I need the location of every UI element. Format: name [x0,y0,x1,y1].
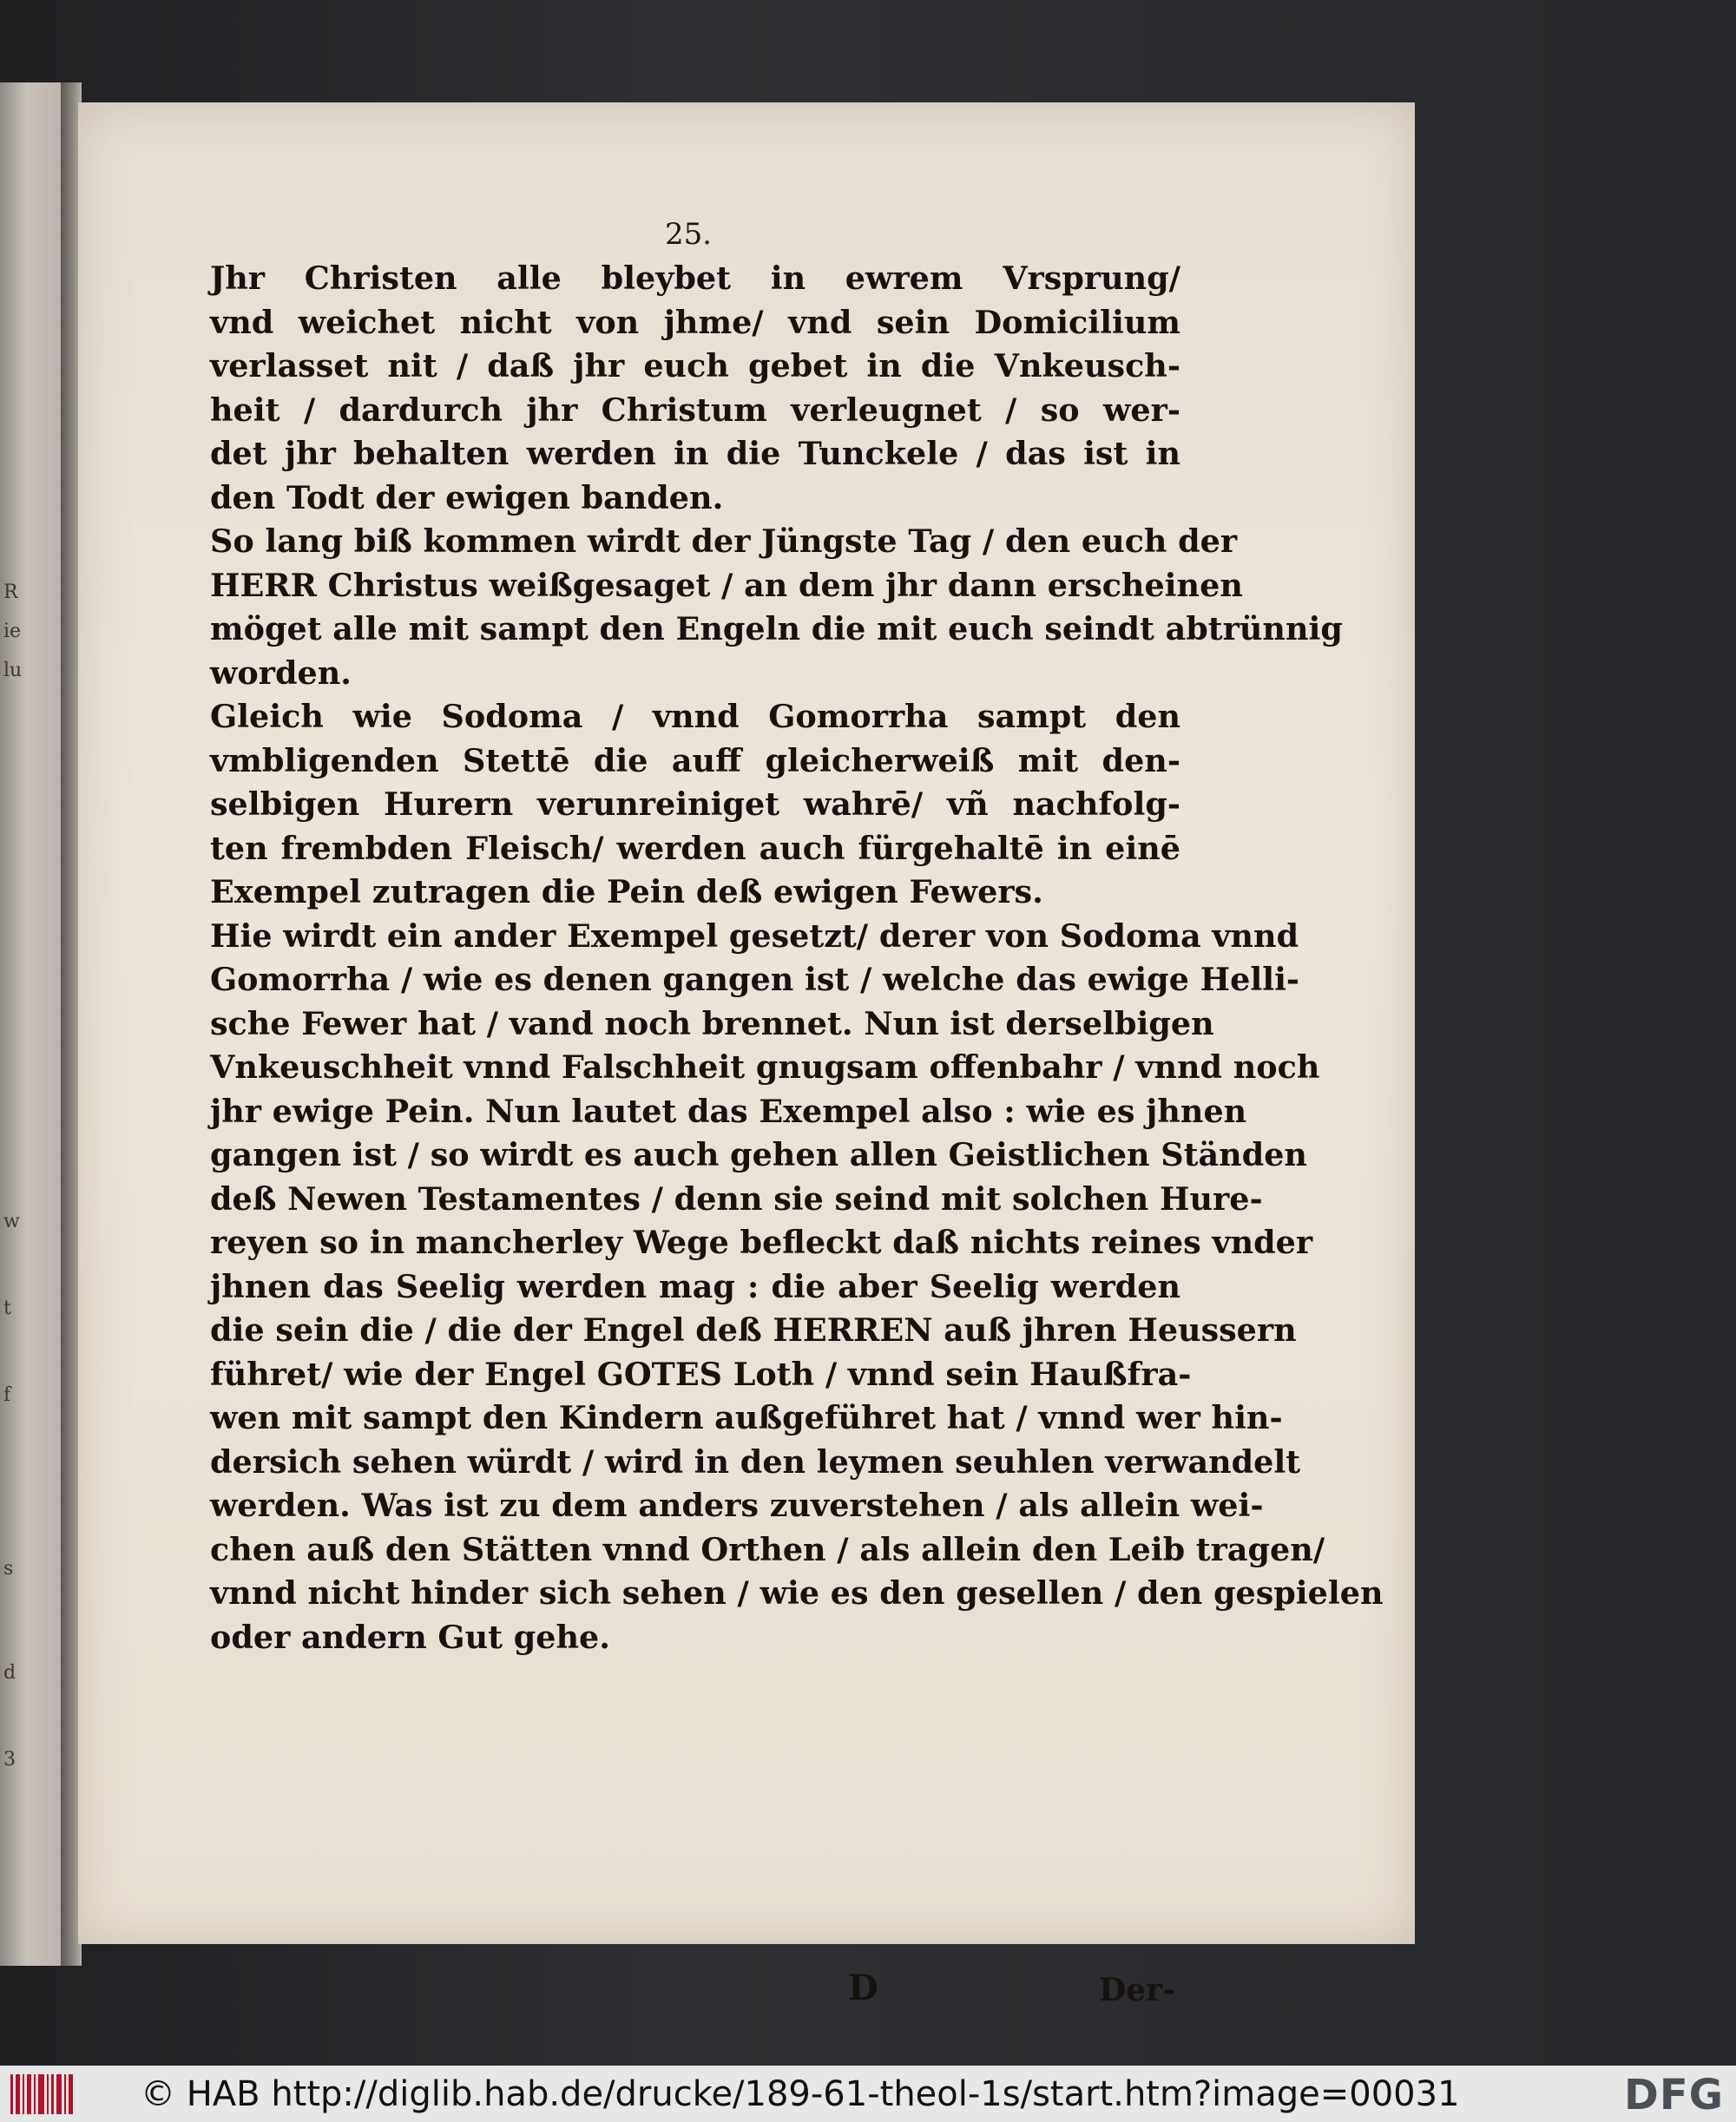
barcode-icon [10,2074,73,2114]
edge-glyph: w [3,1211,20,1232]
edge-glyph: ie [3,621,22,642]
previous-page-edge [0,82,68,1966]
paragraph [210,915,1384,1660]
footer-bar [0,2066,1736,2122]
text-line: So lang biß kommen wirdt der Jüngste Tag / den euch der [210,522,1238,560]
text-line: heit / dardurch jhr Christum verleugnet / so wer- [210,391,1180,429]
paragraph [210,520,1343,695]
text-line: die sein die / die der Engel deß HERREN auß jhren Heussern [210,1311,1297,1349]
text-line: dersich sehen würdt / wird in den leymen seuhlen verwandelt [210,1442,1301,1481]
text-line: Vnkeuschheit vnnd Falschheit gnugsam offenbahr / vnnd noch [210,1048,1320,1086]
text-line: möget alle mit sampt den Engeln die mit euch seindt abtrünnig [210,610,1343,647]
text-line: den Todt der ewigen banden. [210,478,724,516]
text-line: vnnd nicht hinder sich sehen / wie es den gesellen / den gespielen [210,1574,1384,1612]
edge-glyph: d [3,1662,16,1684]
edge-glyph: s [3,1558,14,1580]
text-line: jhnen das Seelig werden mag : die aber Seelig werden [210,1267,1180,1305]
text-line: HERR Christus weißgesaget / an dem jhr dann erscheinen [210,566,1243,604]
text-line: wen mit sampt den Kindern außgeführet hat / vnnd wer hin- [210,1399,1283,1436]
text-line: Hie wirdt ein ander Exempel gesetzt/ derer von Sodoma vnnd [210,916,1299,955]
catchword: Der- [1099,1972,1176,2008]
text-line: chen auß den Stätten vnnd Orthen / als allein den Leib tragen/ [210,1530,1325,1568]
edge-glyph: R [3,581,18,603]
dfg-logo: DFG [1623,2071,1724,2119]
text-line: Jhr Christen alle bleybet in ewrem Vrsprung/ [210,260,1180,297]
text-line: führet/ wie der Engel GOTES Loth / vnnd sein Haußfra- [210,1355,1192,1393]
text-line: deß Newen Testamentes / denn sie seind mit solchen Hure- [210,1179,1263,1218]
text-line: reyen so in mancherley Wege befleckt daß nichts reines vnder [210,1224,1313,1261]
text-line: worden. [210,654,352,692]
page-number: 25. [665,217,713,252]
text-line: verlasset nit / daß jhr euch gebet in die Vnkeusch- [210,347,1180,384]
edge-glyph: f [3,1384,11,1406]
text-line: gangen ist / so wirdt es auch gehen allen Geistlichen Ständen [210,1136,1307,1173]
copyright-url[interactable]: © HAB http://diglib.hab.de/drucke/189-61-theol-1s/start.htm?image=00031 [141,2074,1460,2114]
text-line: det jhr behalten werden in die Tunckele / das ist in [210,435,1180,472]
edge-glyph: lu [3,660,23,681]
paragraph [210,695,1180,915]
text-line: selbigen Hurern verunreiniget wahrē/ vñ nachfolg- [210,785,1180,823]
text-line: Exempel zutragen die Pein deß ewigen Fewers. [210,873,1043,910]
signature-mark: D [848,1968,878,2008]
body-text [210,257,1384,2008]
text-line: vnd weichet nicht von jhme/ vnd sein Domicilium [210,303,1180,341]
document-page [78,102,1415,2008]
text-line: oder andern Gut gehe. [210,1618,610,1656]
text-line: Gomorrha / wie es denen gangen ist / welche das ewige Helli- [210,961,1300,998]
paragraph [210,257,1180,520]
text-line: Gleich wie Sodoma / vnnd Gomorrha sampt den [210,698,1180,735]
edge-glyph: 3 [3,1749,16,1771]
text-line: ten frembden Fleisch/ werden auch fürgehaltē in einē [210,829,1180,867]
text-line: vmbligenden Stettē die auff gleicherweiß mit den- [210,741,1180,779]
edge-glyph: t [3,1298,11,1319]
text-line: werden. Was ist zu dem anders zuverstehen / als allein wei- [210,1487,1264,1524]
text-line: sche Fewer hat / vand noch brennet. Nun ist derselbigen [210,1004,1214,1042]
text-line: jhr ewige Pein. Nun lautet das Exempel also : wie es jhnen [210,1092,1247,1130]
